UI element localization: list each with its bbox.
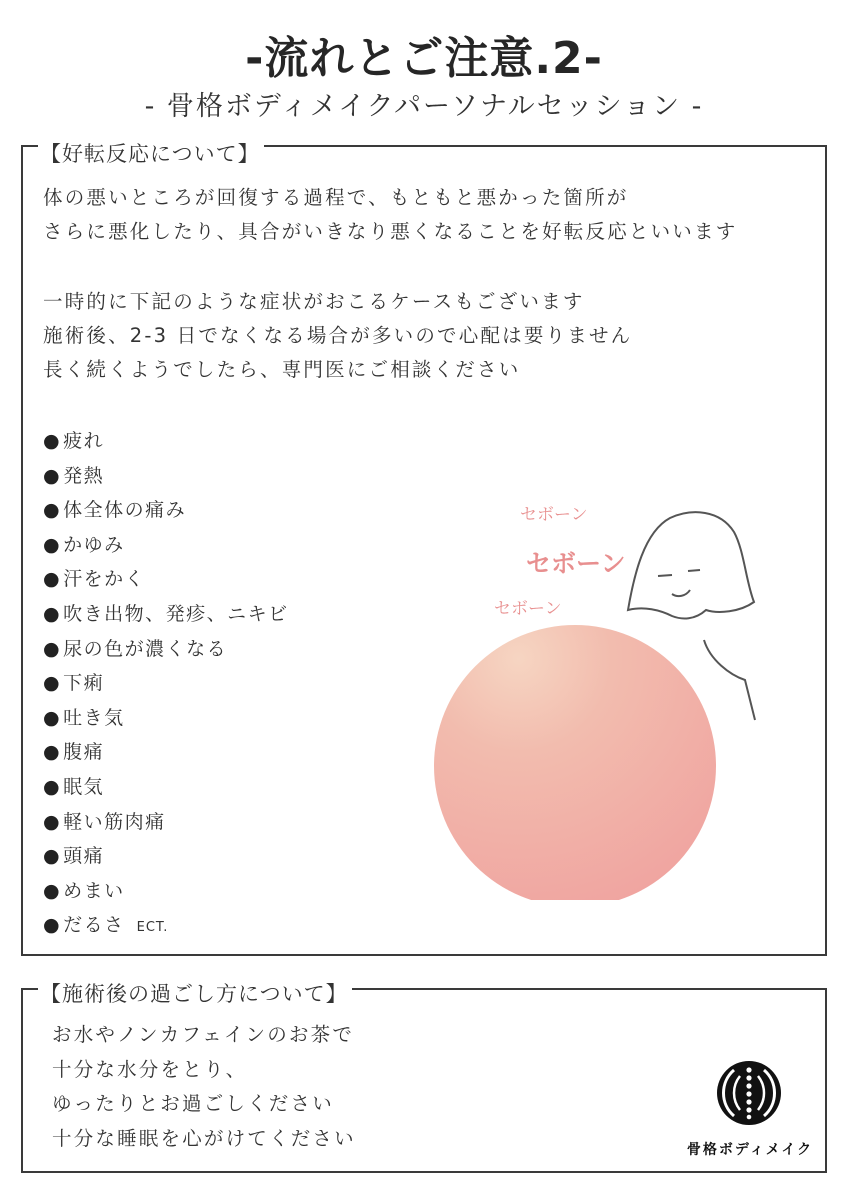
section-label-aftercare: 【施術後の過ごし方について】 [38,978,352,1008]
bullet-icon: ● [43,775,62,798]
reaction-illustration [420,490,820,900]
symptom-item: ● 吐き気 [43,706,125,729]
page-subtitle: - 骨格ボディメイクパーソナルセッション - [144,91,704,122]
bullet-icon: ● [43,845,62,868]
symptom-item: ● 体全体の痛み [43,499,187,522]
symptom-item: ● 汗をかく [43,568,146,591]
page-title: -流れとご注意.2- [245,33,603,84]
aftercare-line: ゆったりとお過ごしください [52,1092,334,1115]
symptom-item: ● 下痢 [43,672,105,695]
aftercare-line: お水やノンカフェインのお茶で [52,1023,355,1046]
person-neck-icon [704,640,755,720]
bullet-icon: ● [43,879,62,902]
symptom-item: ● かゆみ [43,533,125,556]
bullet-icon: ● [43,810,62,833]
symptom-item: ● めまい [43,879,125,902]
person-head-icon [628,512,754,618]
person-eye-icon [688,570,700,571]
symptom-item: ● だるさ ECT. [43,914,169,937]
person-eye-icon [658,575,672,576]
bullet-icon: ● [43,533,62,556]
reaction-paragraph-1 [43,181,737,249]
bullet-icon: ● [43,914,62,937]
symptom-list [43,424,289,943]
logo-text: 骨格ボディメイク [686,1142,814,1158]
sebone-label-large: セボーン [526,549,626,578]
bullet-icon: ● [43,706,62,729]
bullet-icon: ● [43,637,62,660]
wellness-ball [434,625,716,900]
ect-label: ECT. [136,920,169,936]
person-mouth-icon [672,590,690,596]
symptom-item: ● 頭痛 [43,845,105,868]
reaction-paragraph-2 [43,285,632,387]
paragraph-line: 体の悪いところが回復する過程で、もともと悪かった箇所が [43,186,629,209]
aftercare-text [52,1018,356,1156]
symptom-item: ● 吹き出物、発疹、ニキビ [43,602,289,625]
section-label-reaction: 【好転反応について】 [38,138,264,168]
sebone-label-medium: セボーン [494,599,562,619]
symptom-item: ● 軽い筋肉痛 [43,810,166,833]
bullet-icon: ● [43,568,62,591]
bullet-icon: ● [43,602,62,625]
symptom-item: ● 腹痛 [43,741,105,764]
paragraph-line: 施術後、2-3 日でなくなる場合が多いので心配は要りません [43,324,633,347]
symptom-item: ● 発熱 [43,464,105,487]
paragraph-line: さらに悪化したり、具合がいきなり悪くなることを好転反応といいます [43,220,738,243]
sebone-label-small: セボーン [520,505,588,525]
symptom-item: ● 眠気 [43,775,105,798]
bullet-icon: ● [43,741,62,764]
aftercare-line: 十分な水分をとり、 [52,1057,248,1081]
bullet-icon: ● [43,672,62,695]
paragraph-line: 長く続くようでしたら、専門医にご相談ください [43,358,521,381]
symptom-item: ● 尿の色が濃くなる [43,637,228,660]
aftercare-line: 十分な睡眠を心がけてください [52,1126,356,1150]
bullet-icon: ● [43,464,62,487]
symptom-item: ● 疲れ [43,430,105,452]
bullet-icon: ● [43,499,62,522]
paragraph-line: 一時的に下記のような症状がおこるケースもございます [43,290,585,313]
spine-logo-icon [712,1060,786,1126]
bullet-icon: ● [43,430,62,452]
